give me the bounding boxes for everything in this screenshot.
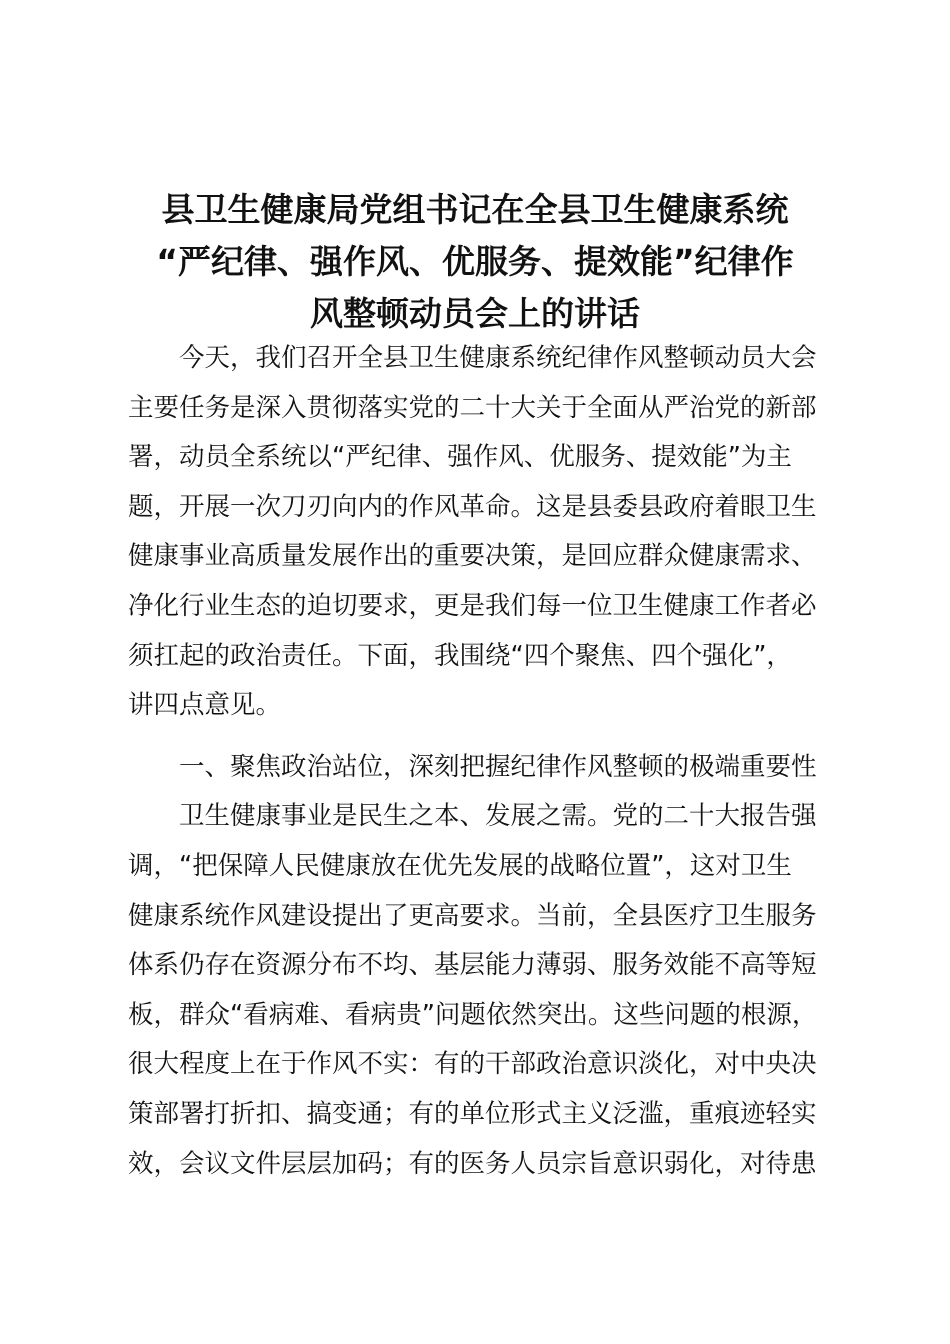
title-line: “严纪律、强作风、优服务、提效能”纪律作 [156,242,794,281]
title-line: 县卫生健康局党组书记在全县卫生健康系统 [161,190,789,229]
paragraph-intro [128,334,833,731]
text-line: 今天，我们召开全县卫生健康系统纪律作风整顿动员大会 [179,343,817,373]
text-line: 健康事业高质量发展作出的重要决策，是回应群众健康需求、 [128,541,817,572]
text-line: 主要任务是深入贯彻落实党的二十大关于全面从严治党的新部 [128,392,817,423]
section-heading: 一、聚焦政治站位，深刻把握纪律作风整顿的极端重要性 [179,751,817,782]
text-line: 须扛起的政治责任。下面，我围绕“四个聚焦、四个强化”， [128,640,792,671]
text-line: 调，“把保障人民健康放在优先发展的战略位置”，这对卫生 [128,850,792,881]
document-body [128,334,833,1189]
text-line: 净化行业生态的迫切要求，更是我们每一位卫生健康工作者必 [128,590,817,621]
text-line: 板，群众“看病难、看病贵”问题依然突出。这些问题的根源， [128,999,818,1030]
text-line: 很大程度上在于作风不实：有的干部政治意识淡化，对中央决 [128,1049,817,1080]
text-line: 策部署打折扣、搞变通；有的单位形式主义泛滥，重痕迹轻实 [128,1098,817,1129]
text-line: 体系仍存在资源分布不均、基层能力薄弱、服务效能不高等短 [128,950,817,981]
text-line: 效，会议文件层层加码；有的医务人员宗旨意识弱化，对待患 [128,1148,817,1179]
text-line: 健康系统作风建设提出了更高要求。当前，全县医疗卫生服务 [128,900,817,931]
paragraph-spacer [128,731,833,743]
text-line: 署，动员全系统以“严纪律、强作风、优服务、提效能”为主 [128,442,792,473]
paragraph-section1 [128,792,833,1189]
title-line: 风整顿动员会上的讲话 [310,294,640,333]
document-title [120,184,830,340]
text-line: 讲四点意见。 [128,690,282,721]
text-line: 卫生健康事业是民生之本、发展之需。党的二十大报告强 [179,801,817,832]
text-line: 题，开展一次刀刃向内的作风革命。这是县委县政府着眼卫生 [128,491,817,522]
